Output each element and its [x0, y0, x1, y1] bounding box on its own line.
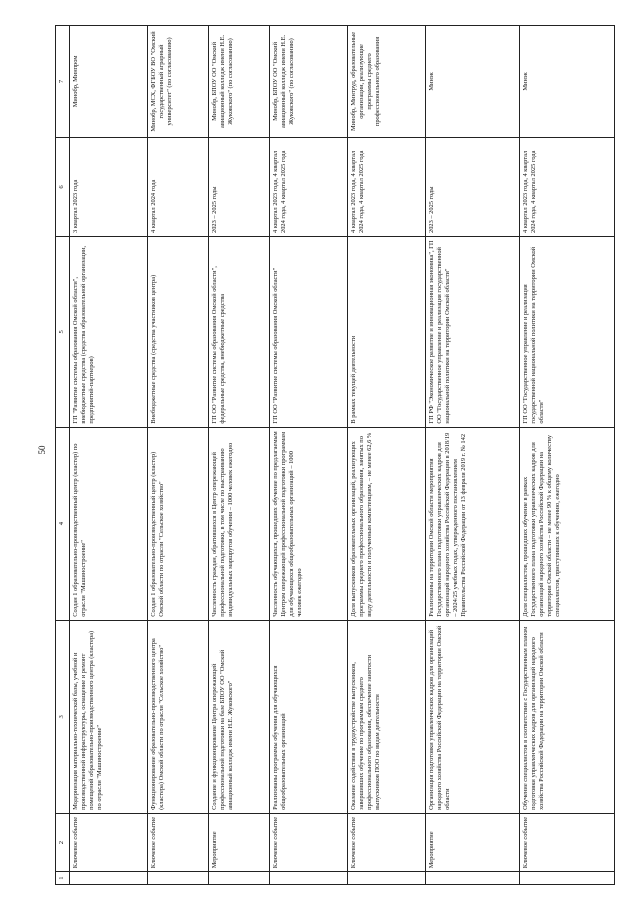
row-name-cell: Организация подготовки управленческих кадров для организаций народного хозяйства Российской Федерации на территории Омской области [425, 620, 520, 813]
row-indicator-cell: Создан 1 образовательно-производственный центр (кластер) Омской области по отрасли "Сельское хозяйство" [147, 427, 208, 620]
row-source-cell: ГП ОО "Развитие системы образования Омской области" [269, 236, 347, 427]
row-name-cell: Функционирование образовательно-производственного центра (кластера) Омской области по отрасли "Сельское хозяйство" [147, 620, 208, 813]
row-type-cell: Мероприятие [425, 813, 520, 871]
row-type-cell: Ключевое событие [347, 813, 425, 871]
row-number-cell [147, 872, 208, 885]
column-header: 7 [56, 26, 70, 138]
column-header: 1 [56, 872, 70, 885]
row-indicator-cell: Численность граждан, обратившихся в Центр опережающей профессиональной подготовки, в том числе по выстраиванию индивидуальных маршрутов обучения – 1000 человек ежегодно [208, 427, 269, 620]
row-name-cell: Реализованы программы обучения для обучающихся общеобразовательных организаций [269, 620, 347, 813]
row-executor-cell: Минэк [425, 26, 520, 138]
table-row [70, 26, 148, 885]
row-executor-cell: Минобр, Минтруд, образовательные организации, реализующие программы среднего профессионального образования [347, 26, 425, 138]
row-deadline-cell: 4 квартал 2023 года, 4 квартал 2024 года, 4 квартал 2025 года [269, 137, 347, 236]
row-source-cell: ГП ОО "Государственное управление и реализация государственной национальной политики на территории Омской области" [520, 236, 615, 427]
row-source-cell: ГП "Развитие системы образования Омской области", внебюджетные средства (средства образовательной организации, предприятий-партнеров) [70, 236, 148, 427]
row-number-cell [425, 872, 520, 885]
row-indicator-cell: Создан 1 образовательно-производственный центр (кластер) по отрасли "Машиностроение" [70, 427, 148, 620]
column-header: 6 [56, 137, 70, 236]
row-deadline-cell: 4 квартал 2024 года [147, 137, 208, 236]
plan-table [55, 25, 615, 885]
row-deadline-cell: 4 квартал 2023 года, 4 квартал 2024 года, 4 квартал 2025 года [520, 137, 615, 236]
row-number-cell [347, 872, 425, 885]
row-name-cell: Модернизация материально-технической базы, учебной и производственной инфраструктуры, оснащение и ремонт помещений образовательно-производственного центра (кластера) по отрасли "Машиностроение" [70, 620, 148, 813]
row-source-cell: ГП РФ "Экономическое развитие и инновационная экономика", ГП ОО "Государственное управление и реализация государственной национальной политики на территории Омской области" [425, 236, 520, 427]
row-name-cell: Обучение специалистов в соответствии с Государственным планом подготовки управленческих кадров для организаций народного хозяйства Российской Федерации на территории Омской области [520, 620, 615, 813]
row-indicator-cell: Численность обучающихся, прошедших обучение по предлагаемым Центром опережающей профессиональной подготовки программам для обучающихся общеобразовательных организаций – 1000 человек ежегодно [269, 427, 347, 620]
rotated-page-area [55, 25, 615, 885]
row-executor-cell: Минобр, Минпром [70, 26, 148, 138]
row-executor-cell: Минобр, МСХ, ФГБОУ ВО "Омский государственный аграрный университет" (по согласованию) [147, 26, 208, 138]
row-executor-cell: Минобр, БПОУ ОО "Омский авиационный колледж имени Н.Е. Жуковского" (по согласованию) [208, 26, 269, 138]
row-source-cell: ГП ОО "Развитие системы образования Омской области", федеральные средства, внебюджетные средства [208, 236, 269, 427]
row-deadline-cell: 2023 – 2025 годы [425, 137, 520, 236]
column-header: 4 [56, 427, 70, 620]
row-deadline-cell: 2023 – 2025 годы [208, 137, 269, 236]
row-name-cell: Создание и функционирование Центра опережающей профессиональной подготовки на базе БПОУ ОО "Омский авиационный колледж имени Н.Е. Жуковского" [208, 620, 269, 813]
column-header: 3 [56, 620, 70, 813]
row-indicator-cell: Доля выпускников образовательных организаций, реализующих программы среднего профессионального образования, занятых по виду деятельности и полученным компетенциям, – не менее 62,6 % [347, 427, 425, 620]
table-row [347, 26, 425, 885]
table-row [147, 26, 208, 885]
row-deadline-cell: 3 квартал 2023 года [70, 137, 148, 236]
row-executor-cell: Минобр, БПОУ ОО "Омский авиационный колледж имени Н.Е. Жуковского" (по согласованию) [269, 26, 347, 138]
table-row [269, 26, 347, 885]
row-source-cell: В рамках текущей деятельности [347, 236, 425, 427]
row-indicator-cell: Доля специалистов, прошедших обучение в рамках Государственного плана подготовки управленческих кадров для организаций народного хозяйства Российской Федерации на территории Омской области – не менее 90 % к общему количеству специалистов, приступивших к обучению, ежегодно [520, 427, 615, 620]
row-source-cell: Внебюджетные средства (средства участников центра) [147, 236, 208, 427]
table-row [520, 26, 615, 885]
row-name-cell: Оказание содействия в трудоустройстве выпускников, завершивших обучение по программам среднего профессионального образования, обеспечение занятости выпускников ПОО по видам деятельности [347, 620, 425, 813]
row-indicator-cell: Реализованы на территории Омской области мероприятия Государственного плана подготовки управленческих кадров для организаций народного хозяйства Российской Федерации в 2018/19 – 2024/25 учебных годах, утвержденного постановлением Правительства Российской Федерации от 13 февраля 2019 г. № 142 [425, 427, 520, 620]
landscape-table-container [55, 25, 615, 885]
row-number-cell [70, 872, 148, 885]
header-row [56, 26, 70, 885]
table-row [208, 26, 269, 885]
row-number-cell [269, 872, 347, 885]
row-type-cell: Мероприятие [208, 813, 269, 871]
column-header: 2 [56, 813, 70, 871]
row-executor-cell: Минэк [520, 26, 615, 138]
row-type-cell: Ключевое событие [269, 813, 347, 871]
row-number-cell [208, 872, 269, 885]
page-number: 50 [37, 445, 47, 455]
row-type-cell: Ключевое событие [147, 813, 208, 871]
column-header: 5 [56, 236, 70, 427]
row-type-cell: Ключевое событие [520, 813, 615, 871]
row-deadline-cell: 4 квартал 2023 года, 4 квартал 2024 года, 4 квартал 2025 года [347, 137, 425, 236]
row-type-cell: Ключевое событие [70, 813, 148, 871]
table-row [425, 26, 520, 885]
row-number-cell [520, 872, 615, 885]
